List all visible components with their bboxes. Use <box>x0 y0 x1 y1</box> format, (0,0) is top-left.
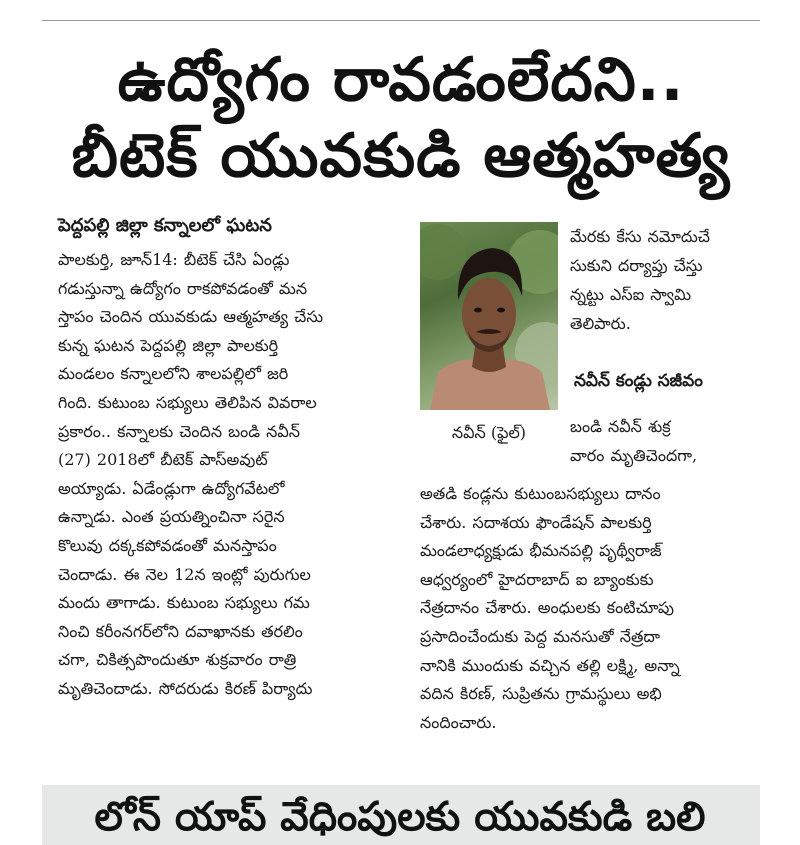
text-line: మండలం కన్నాలలోని శాలపల్లిలో జరి <box>58 364 289 384</box>
right-column-mid <box>570 412 758 470</box>
person-photo <box>420 222 558 410</box>
article-headline <box>42 42 760 194</box>
text-line: అయ్యాడు. ఏడేండ్లుగా ఉద్యోగవేటలో <box>58 478 285 498</box>
text-line: స్తాపం చెందిన యువకుడు ఆత్మహత్య చేసు <box>58 307 324 327</box>
text-line: చెందాడు. ఈ నెల 12న ఇంట్లో పురుగుల <box>58 564 311 584</box>
text-line: గింది. కుటుంబ సభ్యులు తెలిపిన వివరాల <box>58 392 317 412</box>
right-subhead: నవీన్ కండ్లు సజీవం <box>574 371 703 391</box>
text-line: బండి నవీన్ శుక్ర <box>570 417 671 436</box>
text-line: నానికి ముందుకు వచ్చిన తల్లి లక్ష్మి, అన్నా <box>420 655 680 675</box>
photo-caption: నవీన్ (ఫైల్) <box>451 423 527 442</box>
text-line: నందించారు. <box>420 712 497 732</box>
text-line: వారం మృతిచెందగా, <box>570 446 698 465</box>
text-line: కున్న ఘటన పెద్దపల్లి జిల్లా పాలకుర్తి <box>58 335 279 355</box>
text-line: సుకుని దర్యాప్తు చేస్తు <box>570 256 703 275</box>
text-line: పాలకుర్తి, జూన్14: బీటెక్ చేసి ఏండ్లు <box>58 250 290 269</box>
headline-line-1: ఉద్యోగం రావడంలేదని.. <box>117 45 685 115</box>
text-line: గడుస్తున్నా ఉద్యోగం రాకపోవడంతో మన <box>58 278 308 298</box>
text-line: వదిన కిరణ్, సుప్రితను గ్రామస్థులు అభి <box>420 684 662 704</box>
text-line: మందు తాగాడు. కుటుంబ సభ్యులు గమ <box>58 593 310 613</box>
left-column-text <box>58 246 392 704</box>
right-mid-text <box>570 412 758 470</box>
text-line: న్నట్టు ఎస్ఐ స్వామి <box>570 285 692 304</box>
top-rule <box>42 20 760 21</box>
text-line: నేత్రదానం చేశారు. అంధులకు కంటిచూపు <box>420 598 674 618</box>
text-line: నించి కరీంనగర్‌లోని దవాఖానకు తరలిం <box>58 621 303 641</box>
right-top-text <box>570 222 758 338</box>
right-column-bottom <box>420 480 758 737</box>
text-line: ప్రసాదించేందుకు పెద్ద మనసుతో నేత్రదా <box>420 626 661 646</box>
text-line: మేరకు కేసు నమోదుచే <box>570 227 710 246</box>
photo-block <box>420 222 558 448</box>
text-line: చగా, చికిత్సపొందుతూ శుక్రవారం రాత్రి <box>58 650 297 670</box>
left-column <box>58 210 392 704</box>
next-article-headline: లోన్ యాప్ వేధింపులకు యువకుడి బలి <box>94 794 706 840</box>
right-column-top <box>570 222 758 338</box>
text-line: అతడి కండ్లను కుటుంబసభ్యులు దానం <box>420 484 661 503</box>
text-line: (27) 2018లో బీటెక్ పాస్‌అవుట్ <box>58 450 268 470</box>
article-subhead: పెద్దపల్లి జిల్లా కన్నాలలో ఘటన <box>58 215 272 236</box>
headline-line-2: బీటెక్ యువకుడి ఆత్మహత్య <box>71 121 731 191</box>
right-bottom-text <box>420 480 758 737</box>
text-line: మృతిచెందాడు. సోదరుడు కిరణ్ పిర్యాదు <box>58 678 313 698</box>
text-line: మండలాధ్యక్షుడు భీమనపల్లి పృథ్వీరాజ్ <box>420 541 662 561</box>
text-line: చేశారు. సదాశయ ఫౌండేషన్ పాలకుర్తి <box>420 512 652 532</box>
text-line: తెలిపారు. <box>570 314 631 333</box>
text-line: ఆధ్వర్యంలో హైదరాబాద్ ఐ బ్యాంకుకు <box>420 569 654 589</box>
text-line: ఉన్నాడు. ఎంత ప్రయత్నించినా సరైన <box>58 507 285 527</box>
text-line: ప్రకారం.. కన్నాలకు చెందిన బండి నవీన్ <box>58 421 301 441</box>
text-line: కొలువు దక్కకపోవడంతో మనస్తాపం <box>58 535 277 555</box>
